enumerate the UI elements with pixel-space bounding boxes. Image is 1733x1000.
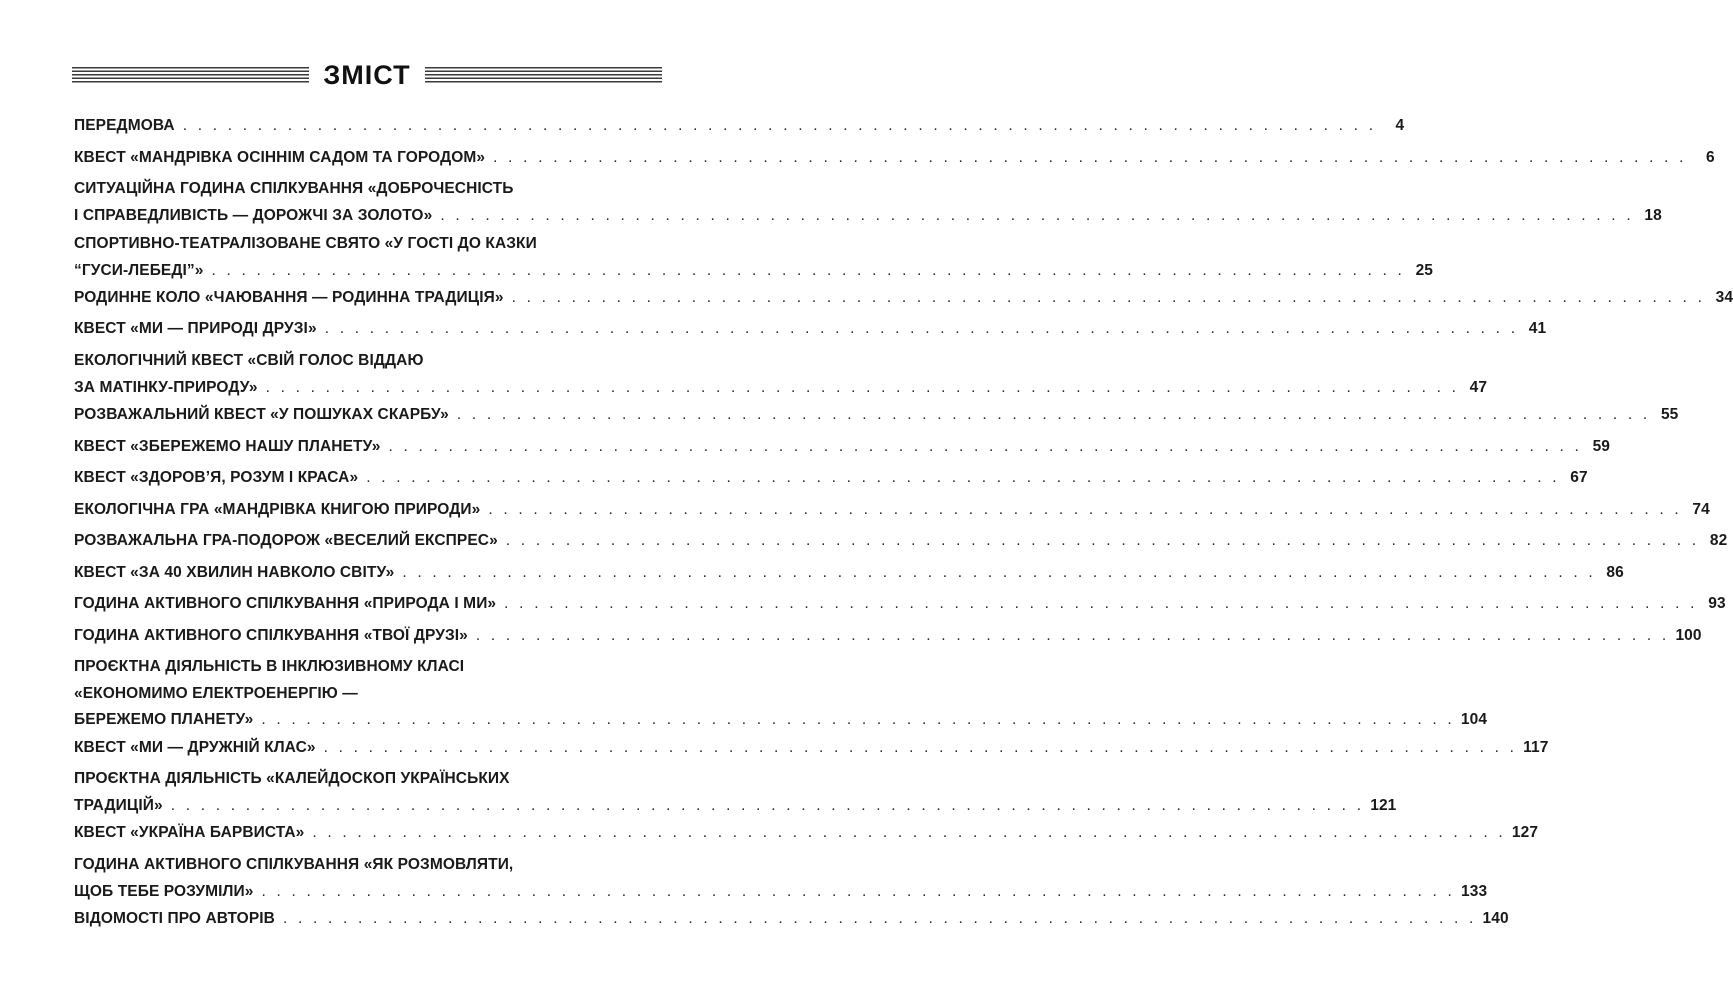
page-number: 34 — [1715, 289, 1733, 306]
toc-entry-last-line — [74, 258, 1434, 285]
dot-leader: . . . . . . . . . . . . . . . . . . . . . . . . . . . . . . . . . . . . . . . . . . . . . . . . . . . . . . . . . . . . . . . . . . . . . . . . . . . . . . . . — [211, 261, 1406, 279]
toc-entry-last-line — [74, 203, 1662, 230]
toc-entry-title-line: ГОДИНА АКТИВНОГО СПІЛКУВАННЯ «ПРИРОДА І МИ» — [74, 595, 497, 612]
toc-entry — [74, 528, 1728, 555]
toc-entry-last-line — [74, 113, 1405, 140]
dot-leader: . . . . . . . . . . . . . . . . . . . . . . . . . . . . . . . . . . . . . . . . . . . . . . . . . . . . . . . . . . . . . . . . . . . . . . . . . . . . . . . . — [261, 882, 1456, 900]
toc-entry — [74, 176, 1662, 229]
toc-entry-title-line: КВЕСТ «УКРАЇНА БАРВИСТА» — [74, 824, 305, 841]
toc-entry — [74, 560, 1624, 587]
page-number: 67 — [1570, 469, 1588, 486]
toc-entry-last-line — [74, 285, 1733, 312]
toc-entry-last-line — [74, 375, 1488, 402]
toc-entry-title-line: ТРАДИЦІЙ» — [74, 796, 163, 814]
dot-leader: . . . . . . . . . . . . . . . . . . . . . . . . . . . . . . . . . . . . . . . . . . . . . . . . . . . . . . . . . . . . . . . . . . . . . . . . . . . . . . . . — [456, 406, 1651, 423]
toc-entry-title-line: ПРОЄКТНА ДІЯЛЬНІСТЬ «КАЛЕЙДОСКОП УКРАЇНСЬКИХ — [74, 770, 510, 787]
toc-entry-last-line — [74, 707, 1488, 734]
dot-leader: . . . . . . . . . . . . . . . . . . . . . . . . . . . . . . . . . . . . . . . . . . . . . . . . . . . . . . . . . . . . . . . . . . . . . . . . . . . . . . . . — [324, 320, 1519, 337]
toc-entry-title-line: КВЕСТ «МАНДРІВКА ОСІННІМ САДОМ ТА ГОРОДОМ» — [74, 149, 486, 166]
toc-entry — [74, 465, 1588, 492]
toc-entry-title-line: КВЕСТ «ЗБЕРЕЖЕМО НАШУ ПЛАНЕТУ» — [74, 438, 381, 455]
toc-entry — [74, 402, 1679, 429]
toc-entry-title-line: «ЕКОНОМИМО ЕЛЕКТРОЕНЕРГІЮ — — [74, 684, 358, 702]
dot-leader: . . . . . . . . . . . . . . . . . . . . . . . . . . . . . . . . . . . . . . . . . . . . . . . . . . . . . . . . . . . . . . . . . . . . . . . . . . . . . . . . — [440, 206, 1634, 224]
toc-entry-last-line — [74, 879, 1488, 906]
toc-entry-title-line: СПОРТИВНО-ТЕАТРАЛІЗОВАНЕ СВЯТО «У ГОСТІ ДО КАЗКИ — [74, 235, 537, 252]
toc-entry-title-line: КВЕСТ «ЗДОРОВ’Я, РОЗУМ І КРАСА» — [74, 469, 359, 486]
toc-entry — [74, 316, 1547, 343]
page-number: 104 — [1460, 711, 1488, 728]
toc-entry-last-line — [74, 497, 1710, 524]
toc-entry — [74, 820, 1539, 847]
toc-entry-title-line: І СПРАВЕДЛИВІСТЬ — ДОРОЖЧІ ЗА ЗОЛОТО» — [74, 206, 433, 224]
dot-leader: . . . . . . . . . . . . . . . . . . . . . . . . . . . . . . . . . . . . . . . . . . . . . . . . . . . . . . . . . . . . . . . . . . . . . . . . . . . . . . . . — [505, 532, 1700, 549]
toc-entry — [74, 852, 1488, 905]
dot-leader: . . . . . . . . . . . . . . . . . . . . . . . . . . . . . . . . . . . . . . . . . . . . . . . . . . . . . . . . . . . . . . . . . . . . . . . . . . . . . . . . — [323, 739, 1518, 756]
toc-entry-last-line — [74, 316, 1547, 343]
page-number: 41 — [1528, 320, 1547, 337]
toc-entry — [74, 348, 1488, 401]
page-number: 59 — [1592, 438, 1611, 455]
toc-entry-title-line: ПЕРЕДМОВА — [74, 117, 175, 134]
toc-entry-title-line: ВІДОМОСТІ ПРО АВТОРІВ — [74, 910, 275, 927]
toc-entry-last-line — [74, 402, 1679, 429]
toc-entry-title-line: ПРОЄКТНА ДІЯЛЬНІСТЬ В ІНКЛЮЗИВНОМУ КЛАСІ — [74, 658, 465, 675]
toc-entry-last-line — [74, 906, 1509, 933]
dot-leader: . . . . . . . . . . . . . . . . . . . . . . . . . . . . . . . . . . . . . . . . . . . . . . . . . . . . . . . . . . . . . . . . . . . . . . . . . . . . . . . . — [493, 149, 1687, 166]
toc-entry-title-line: РОЗВАЖАЛЬНА ГРА-ПОДОРОЖ «ВЕСЕЛИЙ ЕКСПРЕС» — [74, 532, 498, 549]
page-number: 47 — [1469, 378, 1488, 396]
toc-entry — [74, 623, 1702, 650]
dot-leader: . . . . . . . . . . . . . . . . . . . . . . . . . . . . . . . . . . . . . . . . . . . . . . . . . . . . . . . . . . . . . . . . . . . . . . . . . . . . . . . . — [282, 910, 1477, 927]
toc-entry — [74, 434, 1611, 461]
dot-leader: . . . . . . . . . . . . . . . . . . . . . . . . . . . . . . . . . . . . . . . . . . . . . . . . . . . . . . . . . . . . . . . . . . . . . . . . . . . . . . . . — [388, 438, 1583, 455]
toc-entry-last-line — [74, 465, 1588, 492]
toc-entry — [74, 231, 1434, 284]
toc-entry-title-line: КВЕСТ «МИ — ДРУЖНІЙ КЛАС» — [74, 739, 316, 756]
toc-entry-title-line: ГОДИНА АКТИВНОГО СПІЛКУВАННЯ «ЯК РОЗМОВЛЯТИ, — [74, 856, 514, 873]
toc-entry-title-line: ГОДИНА АКТИВНОГО СПІЛКУВАННЯ «ТВОЇ ДРУЗІ» — [74, 627, 468, 644]
toc-entry — [74, 766, 1397, 819]
dot-leader: . . . . . . . . . . . . . . . . . . . . . . . . . . . . . . . . . . . . . . . . . . . . . . . . . . . . . . . . . . . . . . . . . . . . . . . . . . . . . . . . — [265, 378, 1460, 396]
page-number: 4 — [1395, 117, 1405, 134]
toc-entry-last-line — [74, 591, 1726, 618]
toc-entry-title-line: РОЗВАЖАЛЬНИЙ КВЕСТ «У ПОШУКАХ СКАРБУ» — [74, 406, 449, 423]
page-number: 117 — [1523, 739, 1549, 756]
toc-entry — [74, 906, 1509, 933]
toc-entry — [74, 285, 1733, 312]
dot-leader: . . . . . . . . . . . . . . . . . . . . . . . . . . . . . . . . . . . . . . . . . . . . . . . . . . . . . . . . . . . . . . . . . . . . . . . . . . . . . . . . — [182, 117, 1377, 134]
toc-entry-title-line: БЕРЕЖЕМО ПЛАНЕТУ» — [74, 711, 254, 728]
toc-entry — [74, 654, 1488, 734]
toc-entry-title-line: ЕКОЛОГІЧНА ГРА «МАНДРІВКА КНИГОЮ ПРИРОДИ» — [74, 501, 481, 518]
dot-leader: . . . . . . . . . . . . . . . . . . . . . . . . . . . . . . . . . . . . . . . . . . . . . . . . . . . . . . . . . . . . . . . . . . . . . . . . . . . . . . . . — [488, 501, 1682, 518]
dot-leader: . . . . . . . . . . . . . . . . . . . . . . . . . . . . . . . . . . . . . . . . . . . . . . . . . . . . . . . . . . . . . . . . . . . . . . . . . . . . . . . . — [511, 289, 1706, 306]
toc-entry-title-line: “ГУСИ-ЛЕБЕДІ”» — [74, 261, 204, 279]
toc-entry-title-line: ЩОБ ТЕБЕ РОЗУМІЛИ» — [74, 882, 254, 900]
dot-leader: . . . . . . . . . . . . . . . . . . . . . . . . . . . . . . . . . . . . . . . . . . . . . . . . . . . . . . . . . . . . . . . . . . . . . . . . . . . . . . . . — [402, 564, 1596, 581]
toc-entry — [74, 113, 1405, 140]
dot-leader: . . . . . . . . . . . . . . . . . . . . . . . . . . . . . . . . . . . . . . . . . . . . . . . . . . . . . . . . . . . . . . . . . . . . . . . . . . . . . . . . — [504, 595, 1698, 612]
page-number: 55 — [1660, 406, 1679, 423]
page-number: 127 — [1511, 824, 1539, 841]
toc-entry-title-line: КВЕСТ «ЗА 40 ХВИЛИН НАВКОЛО СВІТУ» — [74, 564, 395, 581]
toc-entry-title-line: КВЕСТ «МИ — ПРИРОДІ ДРУЗІ» — [74, 320, 317, 337]
page-number: 140 — [1482, 910, 1509, 927]
toc-entry — [74, 145, 1715, 172]
page-number: 93 — [1708, 595, 1726, 612]
toc-entry-last-line — [74, 820, 1539, 847]
page-number: 6 — [1705, 149, 1715, 166]
table-of-contents — [74, 0, 1733, 1000]
page-number: 82 — [1709, 532, 1728, 549]
page-number: 25 — [1415, 261, 1434, 279]
toc-entry — [74, 497, 1710, 524]
toc-entry-last-line — [74, 560, 1624, 587]
toc-entry-last-line — [74, 623, 1702, 650]
page-number: 86 — [1606, 564, 1624, 581]
dot-leader: . . . . . . . . . . . . . . . . . . . . . . . . . . . . . . . . . . . . . . . . . . . . . . . . . . . . . . . . . . . . . . . . . . . . . . . . . . . . . . . . — [261, 711, 1455, 728]
toc-entry-last-line — [74, 434, 1611, 461]
toc-entry-title-line: СИТУАЦІЙНА ГОДИНА СПІЛКУВАННЯ «ДОБРОЧЕСНІСТЬ — [74, 180, 514, 197]
toc-entry-last-line — [74, 528, 1728, 555]
dot-leader: . . . . . . . . . . . . . . . . . . . . . . . . . . . . . . . . . . . . . . . . . . . . . . . . . . . . . . . . . . . . . . . . . . . . . . . . . . . . . . . . — [170, 796, 1365, 814]
toc-entry-last-line — [74, 145, 1715, 172]
page-number: 18 — [1644, 206, 1662, 224]
toc-entry-last-line — [74, 735, 1549, 762]
toc-entry-title-line: ЗА МАТІНКУ-ПРИРОДУ» — [74, 378, 258, 396]
toc-entry-last-line — [74, 793, 1397, 820]
page-number: 74 — [1692, 501, 1710, 518]
dot-leader: . . . . . . . . . . . . . . . . . . . . . . . . . . . . . . . . . . . . . . . . . . . . . . . . . . . . . . . . . . . . . . . . . . . . . . . . . . . . . . . . — [366, 469, 1560, 486]
toc-entry — [74, 591, 1726, 618]
toc-entry-title-line: РОДИННЕ КОЛО «ЧАЮВАННЯ — РОДИННА ТРАДИЦІЯ» — [74, 289, 504, 306]
dot-leader: . . . . . . . . . . . . . . . . . . . . . . . . . . . . . . . . . . . . . . . . . . . . . . . . . . . . . . . . . . . . . . . . . . . . . . . . . . . . . . . . — [312, 824, 1506, 841]
dot-leader: . . . . . . . . . . . . . . . . . . . . . . . . . . . . . . . . . . . . . . . . . . . . . . . . . . . . . . . . . . . . . . . . . . . . . . . . . . . . . . . . — [475, 627, 1670, 644]
page-number: 100 — [1675, 627, 1702, 644]
page-title: ЗМІСТ — [323, 59, 411, 90]
toc-entry — [74, 735, 1549, 762]
page-number: 121 — [1370, 796, 1397, 814]
toc-entry-title-line: ЕКОЛОГІЧНИЙ КВЕСТ «СВІЙ ГОЛОС ВІДДАЮ — [74, 352, 424, 369]
page-number: 133 — [1461, 882, 1488, 900]
